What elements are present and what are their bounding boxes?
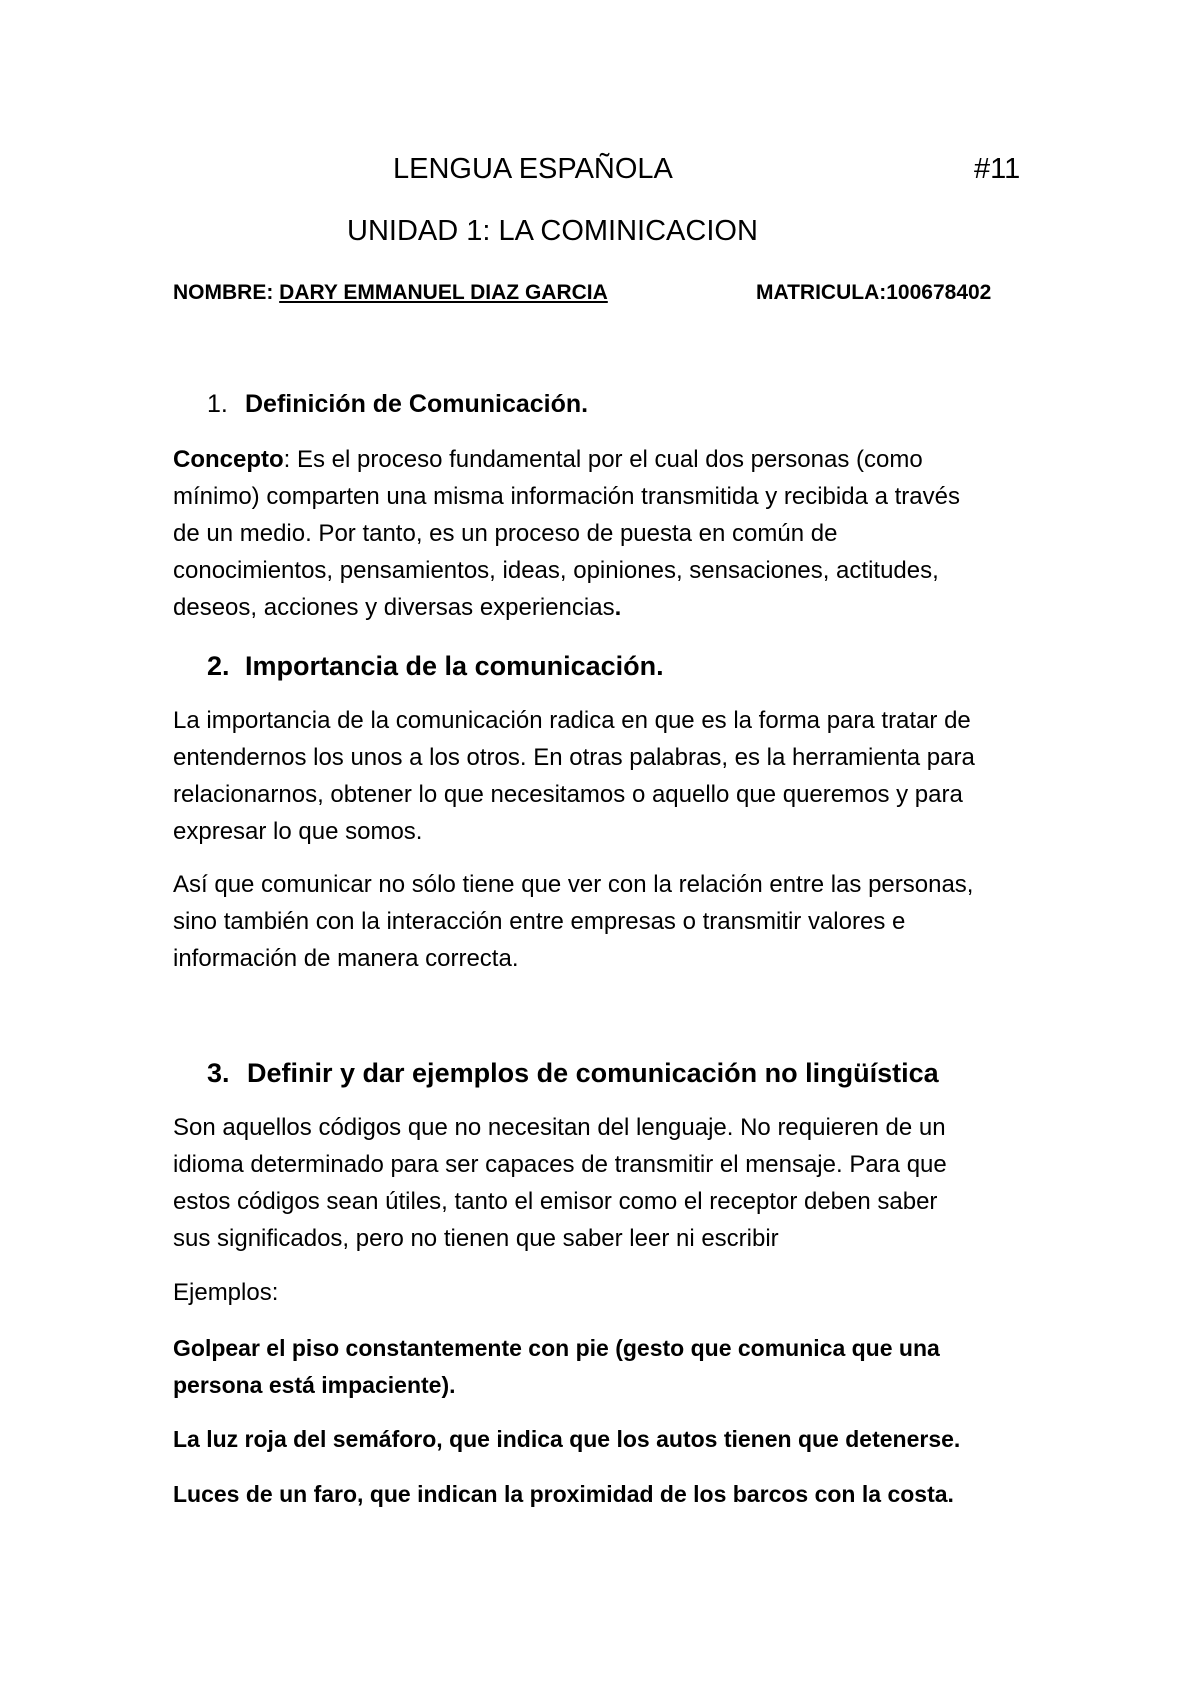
section-3-heading [207, 1057, 939, 1089]
section-3-number: 3. [207, 1058, 230, 1088]
unit-title: UNIDAD 1: LA COMINICACION [347, 215, 758, 247]
section-1-title: Definición de Comunicación. [245, 390, 589, 418]
section-1-line-2: mínimo) comparten una misma información transmitida y recibida a través [173, 483, 960, 510]
section-2-p1-line-1: La importancia de la comunicación radica en que es la forma para tratar de [173, 707, 971, 734]
section-1-line-1: Concepto: Es el proceso fundamental por el cual dos personas (como [173, 446, 923, 473]
section-3-line-1: Son aquellos códigos que no necesitan del lenguaje. No requieren de un [173, 1114, 946, 1141]
matricula: MATRICULA:100678402 [756, 281, 992, 304]
section-1-number: 1. [207, 390, 228, 418]
example-1-line-1: Golpear el piso constantemente con pie (gesto que comunica que una [173, 1335, 940, 1361]
section-3-line-3: estos códigos sean útiles, tanto el emisor como el receptor deben saber [173, 1188, 938, 1215]
example-1-line-2: persona está impaciente). [173, 1372, 456, 1398]
section-2-heading [207, 650, 664, 682]
student-name: DARY EMMANUEL DIAZ GARCIA [279, 281, 608, 304]
examples-label: Ejemplos: [173, 1279, 279, 1306]
section-3-title: Definir y dar ejemplos de comunicación no lingüística [247, 1058, 939, 1088]
section-3-line-2: idioma determinado para ser capaces de transmitir el mensaje. Para que [173, 1151, 947, 1178]
section-1-heading [207, 389, 588, 419]
assignment-number: #11 [974, 153, 1021, 185]
section-3-line-4: sus significados, pero no tienen que saber leer ni escribir [173, 1225, 779, 1252]
section-2-p2-line-3: información de manera correcta. [173, 945, 519, 972]
section-2-p2-line-1: Así que comunicar no sólo tiene que ver con la relación entre las personas, [173, 871, 974, 898]
section-2-p2-line-2: sino también con la interacción entre empresas o transmitir valores e [173, 908, 906, 935]
section-1-line-4: conocimientos, pensamientos, ideas, opiniones, sensaciones, actitudes, [173, 557, 939, 584]
section-2-number: 2. [207, 651, 230, 681]
section-1-line-5: deseos, acciones y diversas experiencias. [173, 594, 622, 621]
section-2-p1-line-2: entendernos los unos a los otros. En otras palabras, es la herramienta para [173, 744, 975, 771]
concept-label: Concepto [173, 446, 284, 473]
section-2-p1-line-3: relacionarnos, obtener lo que necesitamos o aquello que queremos y para [173, 781, 963, 808]
example-3: Luces de un faro, que indican la proximidad de los barcos con la costa. [173, 1481, 954, 1507]
name-row [173, 280, 608, 306]
section-1-line-3: de un medio. Por tanto, es un proceso de puesta en común de [173, 520, 838, 547]
section-2-title: Importancia de la comunicación. [245, 651, 664, 681]
section-2-p1-line-4: expresar lo que somos. [173, 818, 423, 845]
subject-title: LENGUA ESPAÑOLA [393, 153, 673, 185]
name-label: NOMBRE: [173, 281, 274, 304]
example-2: La luz roja del semáforo, que indica que los autos tienen que detenerse. [173, 1426, 961, 1452]
